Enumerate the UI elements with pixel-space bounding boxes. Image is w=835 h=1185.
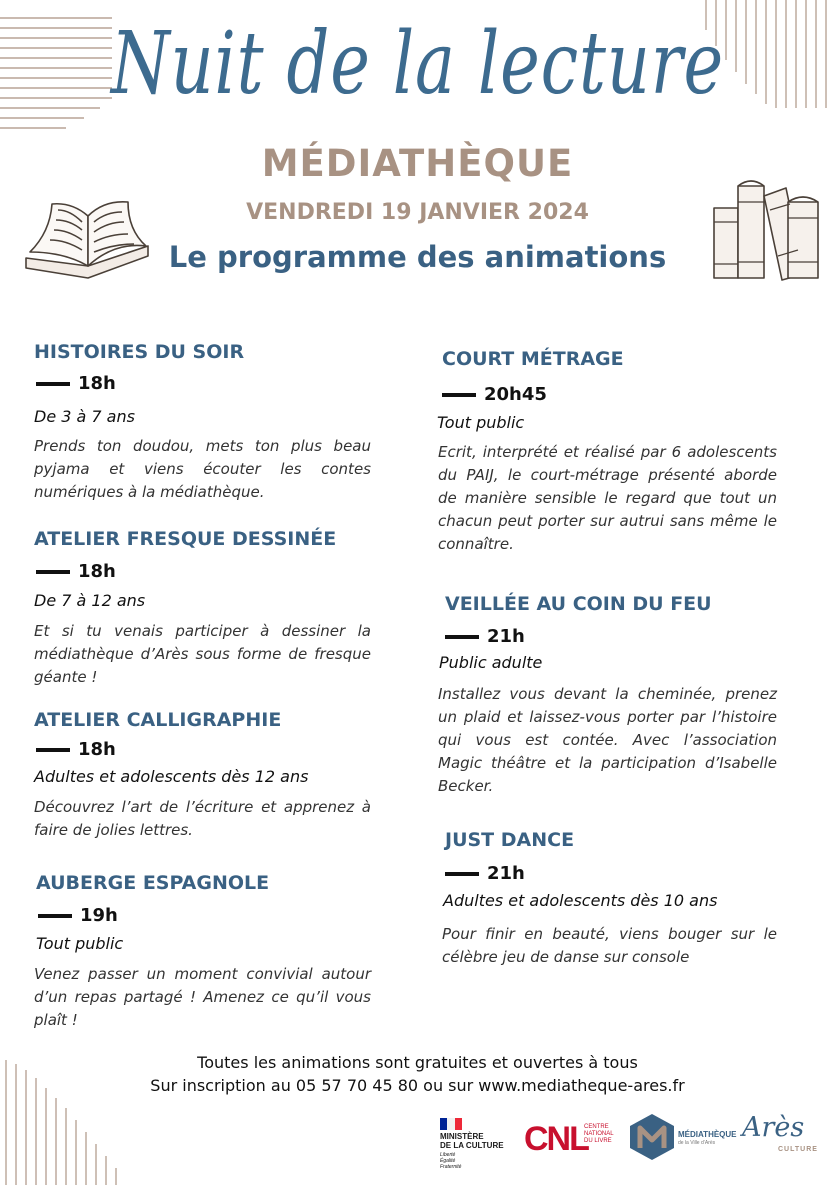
event-title-court-metrage: COURT MÉTRAGE bbox=[442, 348, 624, 370]
event-audience-calligraphie: Adultes et adolescents dès 12 ans bbox=[34, 767, 309, 786]
event-audience-court-metrage: Tout public bbox=[437, 413, 525, 432]
event-desc-calligraphie: Découvrez l’art de l’écriture et apprenez à faire de jolies lettres. bbox=[34, 798, 371, 839]
ministere-line1: MINISTÈRE bbox=[440, 1132, 484, 1141]
event-time-court-metrage: 20h45 bbox=[442, 384, 547, 405]
event-desc-fresque: Et si tu venais participer à dessiner la médiathèque d’Arès sous forme de fresque géante ! bbox=[34, 622, 371, 686]
ministere-motto3: Fraternité bbox=[440, 1164, 462, 1170]
footer-free-notice: Toutes les animations sont gratuites et ouvertes à tous bbox=[197, 1053, 638, 1072]
dash-mark bbox=[445, 635, 479, 639]
event-title-fresque: ATELIER FRESQUE DESSINÉE bbox=[34, 528, 337, 550]
mediatheque-logo bbox=[628, 1110, 738, 1166]
ministere-line2: DE LA CULTURE bbox=[440, 1141, 504, 1150]
event-time-histoires: 18h bbox=[36, 373, 116, 394]
event-title-calligraphie: ATELIER CALLIGRAPHIE bbox=[34, 709, 282, 731]
mediatheque-line1: MÉDIATHÈQUE bbox=[678, 1130, 737, 1139]
program-subtitle: Le programme des animations bbox=[168, 240, 667, 274]
cnl-subtext bbox=[584, 1124, 614, 1145]
mediatheque-line2: de la Ville d’Arès bbox=[678, 1140, 716, 1146]
event-desc-veillee: Installez vous devant la cheminée, prenez un plaid et laissez-vous porter par l’histoire qui vous est contée. Avec l’association Magic théâtre et la participation d’Isabelle Becker. bbox=[438, 685, 777, 795]
dash-mark bbox=[36, 748, 70, 752]
venue-heading: MÉDIATHÈQUE bbox=[261, 142, 574, 185]
dash-mark bbox=[442, 393, 476, 397]
event-time-calligraphie: 18h bbox=[36, 739, 116, 760]
event-time-just-dance: 21h bbox=[445, 863, 525, 884]
cnl-logo bbox=[524, 1120, 614, 1160]
event-desc-histoires: Prends ton doudou, mets ton plus beau pyjama et viens écouter les contes numériques à la médiathèque. bbox=[34, 437, 371, 501]
cnl-line1: CENTRE bbox=[584, 1124, 609, 1130]
open-book-icon bbox=[20, 192, 155, 282]
poster-title: Nuit de la lecture bbox=[110, 14, 725, 114]
ministere-motto2: Égalité bbox=[440, 1158, 456, 1164]
cnl-line3: DU LIVRE bbox=[584, 1138, 612, 1144]
dash-mark bbox=[445, 872, 479, 876]
event-audience-auberge: Tout public bbox=[36, 934, 124, 953]
dash-mark bbox=[36, 570, 70, 574]
event-desc-just-dance: Pour finir en beauté, viens bouger sur le célèbre jeu de danse sur console bbox=[442, 925, 777, 966]
footer-registration: Sur inscription au 05 57 70 45 80 ou sur www.mediatheque-ares.fr bbox=[150, 1076, 685, 1095]
event-title-histoires: HISTOIRES DU SOIR bbox=[34, 341, 245, 363]
event-time-veillee: 21h bbox=[445, 626, 525, 647]
event-title-auberge: AUBERGE ESPAGNOLE bbox=[36, 872, 270, 894]
event-audience-just-dance: Adultes et adolescents dès 10 ans bbox=[443, 891, 718, 910]
ares-culture-logo bbox=[742, 1112, 828, 1162]
event-audience-fresque: De 7 à 12 ans bbox=[34, 591, 146, 610]
event-audience-veillee: Public adulte bbox=[439, 653, 543, 672]
event-time-fresque: 18h bbox=[36, 561, 116, 582]
event-time-auberge: 19h bbox=[38, 905, 118, 926]
mediatheque-emblem-icon bbox=[628, 1112, 676, 1162]
marianne-flag-icon bbox=[440, 1118, 462, 1130]
event-desc-auberge: Venez passer un moment convivial autour d’un repas partagé ! Amenez ce qu’il vous plaît ! bbox=[34, 965, 371, 1029]
event-title-veillee: VEILLÉE AU COIN DU FEU bbox=[445, 593, 712, 615]
cnl-mark: CNL bbox=[524, 1120, 588, 1158]
event-audience-histoires: De 3 à 7 ans bbox=[34, 407, 135, 426]
ares-mark: Arès bbox=[742, 1112, 805, 1143]
dash-mark bbox=[38, 914, 72, 918]
event-desc-court-metrage: Ecrit, interprété et réalisé par 6 adolescents du PAIJ, le court-métrage présenté aborde de manière sensible le regard que tout un chacun peut porter sur autrui sans même le connaître. bbox=[438, 443, 777, 553]
ares-sub: CULTURE bbox=[778, 1146, 818, 1153]
books-stack-icon bbox=[708, 166, 826, 284]
ministere-motto1: Liberté bbox=[440, 1152, 456, 1158]
cnl-line2: NATIONAL bbox=[584, 1131, 614, 1137]
event-date: VENDREDI 19 JANVIER 2024 bbox=[246, 200, 589, 225]
event-title-just-dance: JUST DANCE bbox=[445, 829, 575, 851]
dash-mark bbox=[36, 382, 70, 386]
ministere-culture-logo bbox=[440, 1118, 510, 1168]
